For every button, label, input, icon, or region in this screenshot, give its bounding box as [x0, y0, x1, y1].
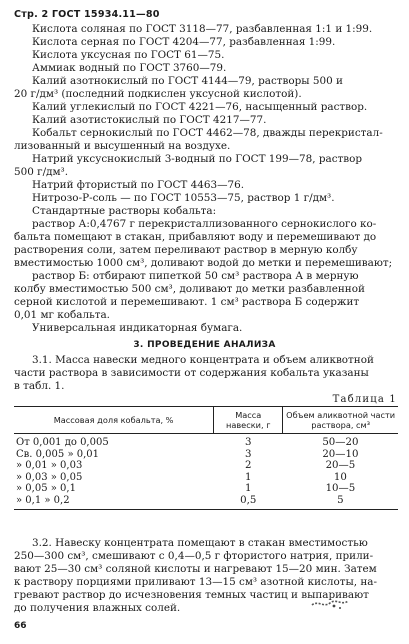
table-cell: 5 — [283, 495, 398, 510]
table-cell: 1 — [245, 483, 252, 494]
column-header: Объем аликвотной части раствора, см³ — [283, 407, 398, 434]
table-cell: Св. 0,005 » 0,01 — [16, 448, 100, 460]
text-line: серной кислотой и перемешивают. 1 см³ раствора Б содержит — [14, 296, 360, 308]
text-line: растворения соли, затем переливают раствор в мерную колбу — [14, 244, 358, 256]
table-cell: » 0,05 » 0,1 — [16, 483, 76, 494]
text-line: Кислота серная по ГОСТ 4204—77, разбавленная 1:99. — [32, 36, 336, 48]
text-line: Натрий фтористый по ГОСТ 4463—76. — [32, 179, 245, 191]
table-row — [14, 495, 398, 510]
table-row — [14, 483, 398, 495]
text-line: вают 25—30 см³ соляной кислоты и нагревают 15—20 мин. Затем — [14, 563, 377, 575]
text-line: колбу вместимостью 500 см³, доливают до метки разбавленной — [14, 283, 365, 295]
table-row — [14, 434, 398, 449]
table-row — [14, 460, 398, 472]
table-cell: 3 — [245, 448, 252, 460]
table-cell: 20—10 — [322, 448, 359, 460]
table-cell: 10—5 — [325, 483, 356, 494]
text-line: Калий углекислый по ГОСТ 4221—76, насыщенный раствор. — [32, 101, 368, 113]
page-number: 66 — [14, 621, 27, 631]
text-line: 0,01 мг кобальта. — [14, 309, 110, 321]
table-cell: 10 — [333, 471, 347, 483]
section-title: 3. ПРОВЕДЕНИЕ АНАЛИЗА — [133, 340, 276, 350]
text-line: Кислота соляная по ГОСТ 3118—77, разбавленная 1:1 и 1:99. — [32, 23, 373, 35]
table-cell: 2 — [245, 460, 252, 471]
text-line: 250—300 см³, смешивают с 0,4—0,5 г фтористого натрия, прили- — [14, 550, 374, 562]
text-line: части раствора в зависимости от содержания кобальта указаны — [14, 367, 369, 379]
table-cell: » 0,1 » 0,2 — [14, 495, 214, 510]
text-line: Аммиак водный по ГОСТ 3760—79. — [32, 62, 227, 74]
text-line: раствор А:0,4767 г перекристаллизованного сернокислого ко- — [32, 218, 377, 230]
text-line: 3.2. Навеску концентрата помещают в стакан вместимостью — [32, 537, 368, 549]
text-line: 500 г/дм³. — [14, 166, 69, 178]
text-line: Калий азотистокислый по ГОСТ 4217—77. — [32, 114, 267, 126]
text-line: лизованный и высушенный на воздухе. — [14, 140, 231, 152]
text-line: Кислота уксусная по ГОСТ 61—75. — [32, 49, 225, 61]
table-row — [14, 449, 398, 461]
page-header: Стр. 2 ГОСТ 15934.11—80 — [14, 9, 160, 20]
text-line: 20 г/дм³ (последний подкислен уксусной кислотой). — [14, 88, 302, 100]
text-line: Натрий уксуснокислый 3-водный по ГОСТ 199—78, раствор — [32, 153, 363, 165]
table-caption: Таблица 1 — [332, 394, 397, 405]
text-line: к раствору порциями приливают 13—15 см³ азотной кислоты, на- — [14, 576, 377, 588]
reagents-list — [14, 23, 398, 335]
table-cell: 1 — [245, 471, 252, 483]
cobalt-table — [14, 406, 398, 510]
table-row — [14, 472, 398, 484]
table-header-row — [14, 407, 398, 434]
text-line: 3.1. Масса навески медного концентрата и объем аликвотной — [32, 354, 374, 366]
table-cell: 50—20 — [322, 437, 359, 448]
column-header: Массовая доля кобальта, % — [14, 407, 214, 434]
text-line: Калий азотнокислый по ГОСТ 4144—79, растворы 500 и — [32, 75, 343, 87]
table-cell: От 0,001 до 0,005 — [16, 437, 109, 448]
table-cell: 3 — [245, 437, 252, 448]
text-line: Универсальная индикаторная бумага. — [32, 322, 243, 334]
table-cell: » 0,03 » 0,05 — [16, 471, 83, 483]
text-line: раствор Б: отбирают пипеткой 50 см³ раствора А в мерную — [32, 270, 359, 282]
text-line: в табл. 1. — [14, 380, 65, 392]
text-line: бальта помещают в стакан, прибавляют воду и перемешивают до — [14, 231, 377, 243]
ink-smudge — [310, 596, 350, 612]
table-cell: 20—5 — [325, 460, 356, 471]
column-header: Масса навески, г — [214, 407, 283, 434]
text-line: Нитрозо-Р-соль — по ГОСТ 10553—75, раствор 1 г/дм³. — [32, 192, 335, 204]
text-line: вместимостью 1000 см³, доливают водой до метки и перемешивают; — [14, 257, 393, 269]
text-line: Кобальт сернокислый по ГОСТ 4462—78, дважды перекристал- — [32, 127, 383, 139]
table-cell: 0,5 — [214, 495, 283, 510]
table-cell: » 0,01 » 0,03 — [16, 460, 83, 471]
text-line: до получения влажных солей. — [14, 602, 181, 614]
section-paragraph — [14, 354, 398, 393]
text-line: гревают раствор до исчезновения темных частиц и выпаривают — [14, 589, 369, 601]
text-line: Стандартные растворы кобальта: — [32, 205, 217, 217]
